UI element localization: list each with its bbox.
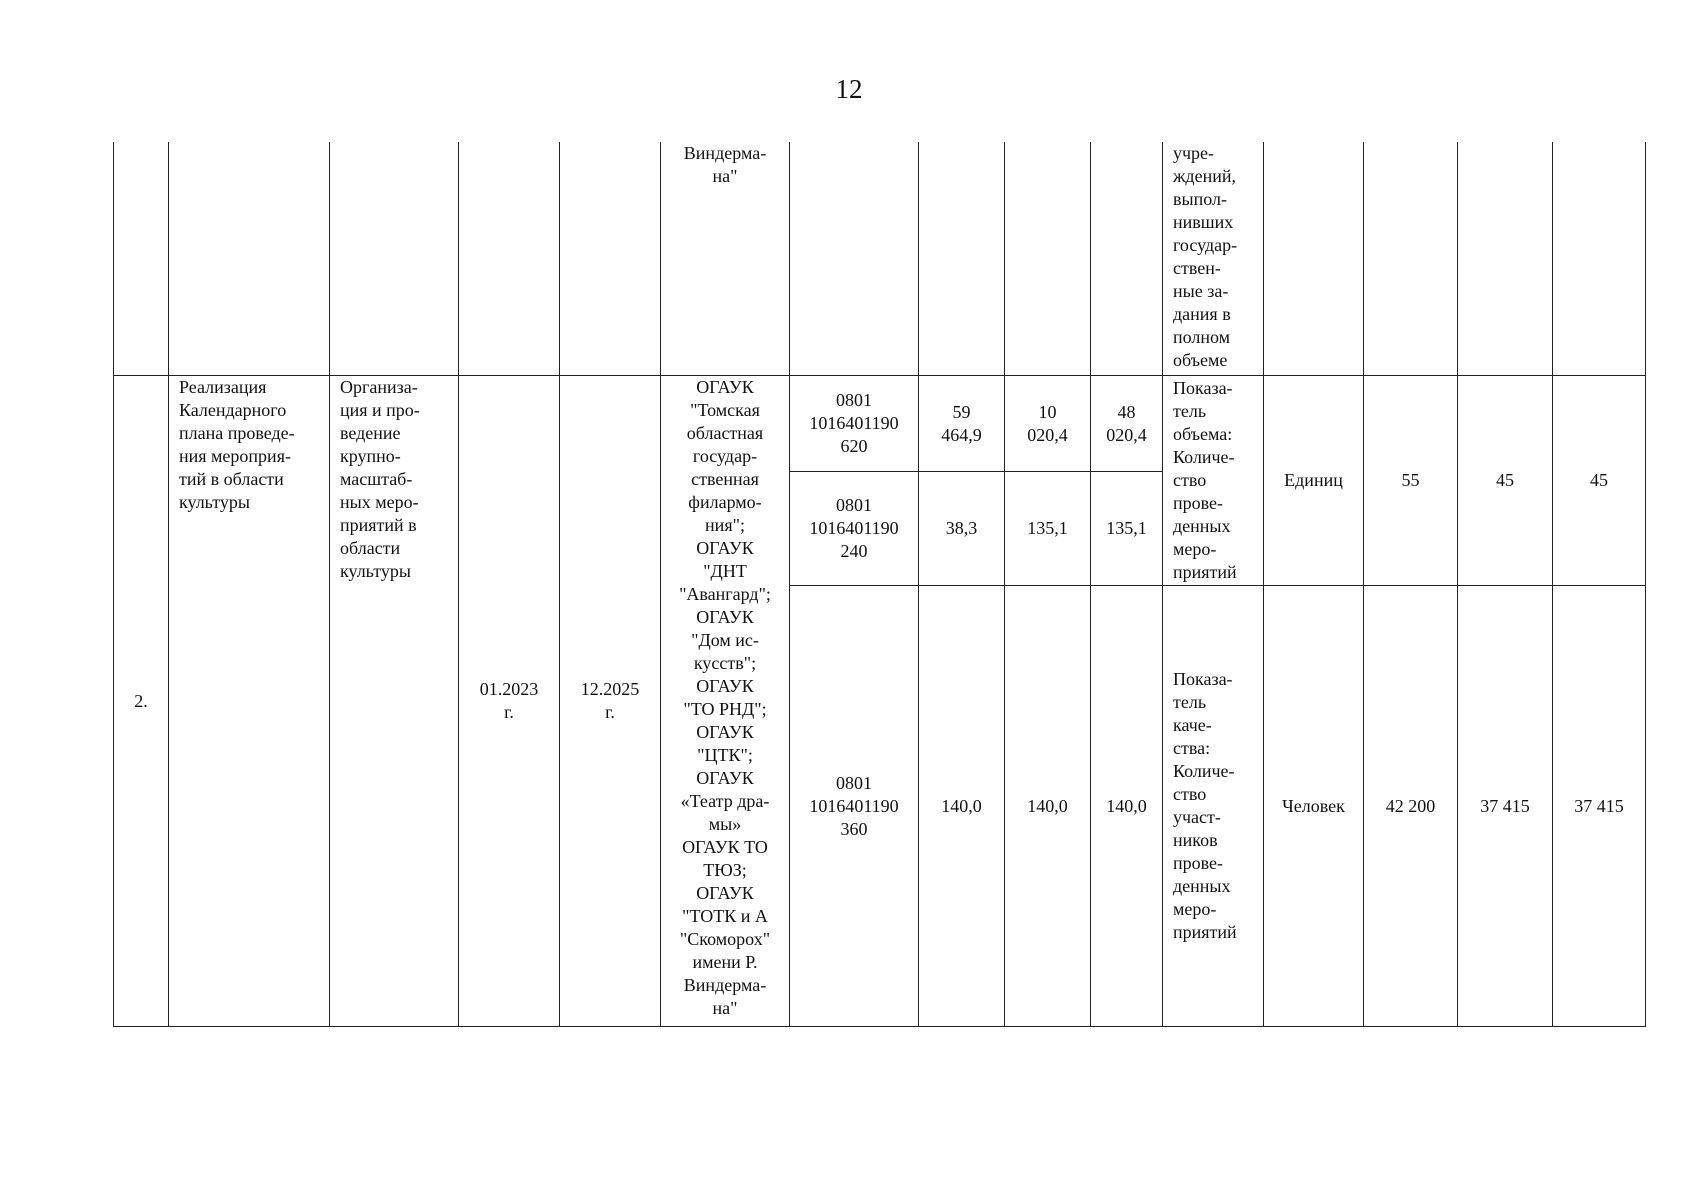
cell-start xyxy=(459,142,560,376)
cell-indicator: учре- ждений, выпол- нивших государ- ствен- ные за- дания в полном объеме xyxy=(1163,142,1264,376)
cell-2024: 10 020,4 xyxy=(1005,376,1091,472)
cell-end: 12.2025 г. xyxy=(560,376,661,1027)
cell-2025 xyxy=(1091,142,1163,376)
cell-2024: 140,0 xyxy=(1005,586,1091,1027)
cell-value-2024: 37 415 xyxy=(1458,586,1553,1027)
cell-2024: 135,1 xyxy=(1005,472,1091,586)
cell-executors: ОГАУК "Томская областная государ- ственная филармо- ния"; ОГАУК "ДНТ "Авангард"; ОГАУК "Дом ис- кусств"; ОГАУК "ТО РНД"; ОГАУК "ЦТК"; ОГАУК «Театр дра- мы» ОГАУК ТО ТЮЗ; ОГАУК "ТОТК и А "Скоморох" имени Р. Виндерма- на" xyxy=(661,376,790,1027)
cell-2025: 140,0 xyxy=(1091,586,1163,1027)
cell-2023: 59 464,9 xyxy=(919,376,1005,472)
cell-activity xyxy=(330,142,459,376)
cell-end xyxy=(560,142,661,376)
cell-2025: 48 020,4 xyxy=(1091,376,1163,472)
cell-value-2025: 45 xyxy=(1553,376,1646,586)
cell-2024 xyxy=(1005,142,1091,376)
cell-code: 0801 1016401190 360 xyxy=(790,586,919,1027)
cell-value-2024 xyxy=(1458,142,1553,376)
cell-value-2025 xyxy=(1553,142,1646,376)
table-row xyxy=(114,376,1646,472)
cell-number xyxy=(114,142,169,376)
cell-2023: 140,0 xyxy=(919,586,1005,1027)
cell-unit xyxy=(1264,142,1364,376)
program-table xyxy=(113,142,1646,1027)
cell-event: Реализация Календарного плана проведе- ния мероприя- тий в области культуры xyxy=(169,376,330,1027)
cell-activity: Организа- ция и про- ведение крупно- масштаб- ных меро- приятий в области культуры xyxy=(330,376,459,1027)
cell-indicator: Показа- тель каче- ства: Количе- ство участ- ников прове- денных меро- приятий xyxy=(1163,586,1264,1027)
cell-2023: 38,3 xyxy=(919,472,1005,586)
cell-value-2023 xyxy=(1364,142,1458,376)
cell-indicator: Показа- тель объема: Количе- ство прове- денных меро- приятий xyxy=(1163,376,1264,586)
page-number: 12 xyxy=(835,74,863,104)
cell-2023 xyxy=(919,142,1005,376)
cell-value-2024: 45 xyxy=(1458,376,1553,586)
cell-start: 01.2023 г. xyxy=(459,376,560,1027)
cell-event xyxy=(169,142,330,376)
cell-value-2023: 55 xyxy=(1364,376,1458,586)
cell-value-2023: 42 200 xyxy=(1364,586,1458,1027)
cell-unit: Единиц xyxy=(1264,376,1364,586)
cell-executors: Виндерма- на" xyxy=(661,142,790,376)
cell-code: 0801 1016401190 240 xyxy=(790,472,919,586)
cell-code xyxy=(790,142,919,376)
table-row-continuation xyxy=(114,142,1646,376)
cell-2025: 135,1 xyxy=(1091,472,1163,586)
cell-unit: Человек xyxy=(1264,586,1364,1027)
cell-code: 0801 1016401190 620 xyxy=(790,376,919,472)
cell-number: 2. xyxy=(114,376,169,1027)
cell-value-2025: 37 415 xyxy=(1553,586,1646,1027)
